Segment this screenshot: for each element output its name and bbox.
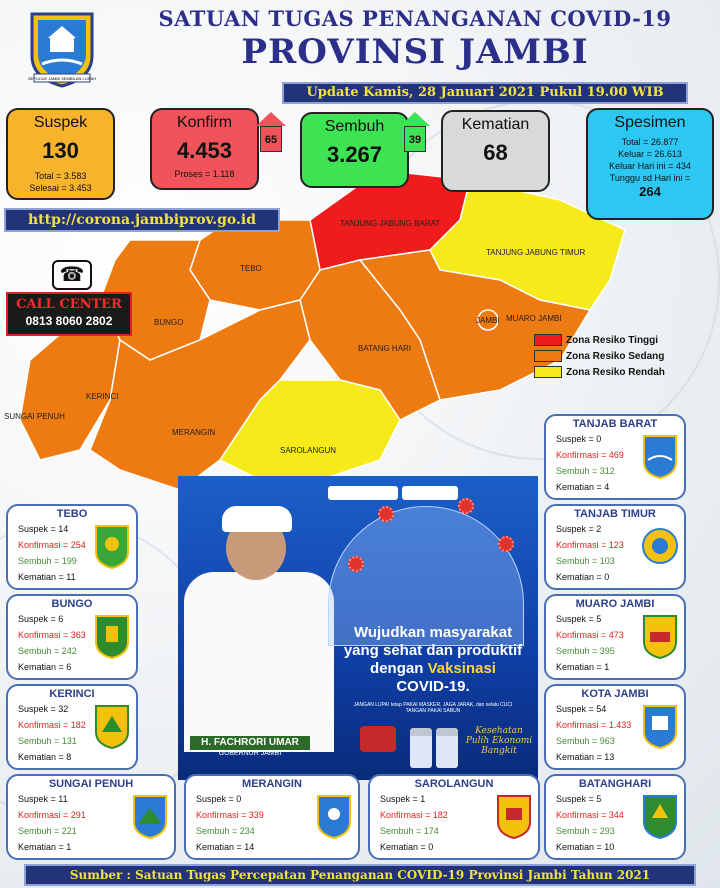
- region-kematian: Kematian = 6: [18, 662, 72, 672]
- legend-label: Zona Resiko Tinggi: [566, 334, 659, 346]
- banner-line: COVID-19.: [396, 678, 470, 695]
- source-footer: Sumber : Satuan Tugas Percepatan Penanganan COVID-19 Provinsi Jambi Tahun 2021: [24, 864, 696, 886]
- region-suspek: Suspek = 5: [556, 614, 602, 624]
- stat-label: Suspek: [33, 114, 88, 131]
- stat-label: Konfirm: [176, 114, 233, 131]
- region-sembuh: Sembuh = 234: [196, 826, 255, 836]
- region-sembuh: Sembuh = 963: [556, 736, 615, 746]
- region-konfirmasi: Konfirmasi = 1.433: [556, 720, 632, 730]
- map-label-tebo: TEBO: [240, 264, 262, 273]
- spesimen-tunggu-value: 264: [639, 184, 661, 199]
- map-label-sungaipenuh: SUNGAI PENUH: [4, 412, 65, 421]
- region-konfirmasi: Konfirmasi = 291: [18, 810, 86, 820]
- region-suspek: Suspek = 54: [556, 704, 607, 714]
- government-badge-icon: [360, 726, 396, 752]
- tebo-emblem-icon: [92, 524, 132, 570]
- map-legend: [534, 334, 665, 382]
- province-title: PROVINSI JAMBI: [241, 32, 589, 72]
- virus-icon: [348, 556, 364, 572]
- region-card-sungaipenuh: [6, 774, 176, 860]
- website-link[interactable]: http://corona.jambiprov.go.id: [4, 208, 280, 232]
- map-label-jambi: JAMBI: [476, 316, 500, 325]
- region-konfirmasi: Konfirmasi = 254: [18, 540, 86, 550]
- region-suspek: Suspek = 0: [196, 794, 242, 804]
- partner-logo-icon: [402, 486, 458, 500]
- map-label-tjt: TANJUNG JABUNG TIMUR: [486, 248, 586, 257]
- region-konfirmasi: Konfirmasi = 182: [18, 720, 86, 730]
- map-label-tjb: TANJUNG JABUNG BARAT: [340, 219, 441, 228]
- region-sembuh: Sembuh = 221: [18, 826, 77, 836]
- stat-total: Total = 3.583: [34, 171, 87, 181]
- page-title: SATUAN TUGAS PENANGANAN COVID-19: [158, 6, 672, 31]
- spesimen-total: Total = 26.877: [621, 137, 679, 147]
- region-suspek: Suspek = 6: [18, 614, 64, 624]
- stat-label: Sembuh: [324, 118, 385, 135]
- stat-selesai: Selesai = 3.453: [29, 183, 92, 193]
- region-konfirmasi: Konfirmasi = 469: [556, 450, 624, 460]
- legend-item: [534, 350, 665, 362]
- map-label-muarojambi: MUARO JAMBI: [506, 314, 562, 323]
- stat-value: 3.267: [326, 142, 383, 167]
- sembuh-delta: 39: [404, 126, 426, 152]
- region-card-merangin: [184, 774, 360, 860]
- spesimen-keluar-hari-ini: Keluar Hari ini = 434: [609, 161, 691, 171]
- banner-line: yang sehat dan produktif: [343, 642, 523, 659]
- stat-value: 68: [483, 140, 508, 165]
- map-label-merangin: MERANGIN: [172, 428, 216, 437]
- region-name: TANJAB TIMUR: [574, 508, 656, 520]
- region-kematian: Kematian = 10: [556, 842, 615, 852]
- kotajambi-emblem-icon: [640, 704, 680, 750]
- region-sembuh: Sembuh = 103: [556, 556, 615, 566]
- region-sembuh: Sembuh = 242: [18, 646, 77, 656]
- region-konfirmasi: Konfirmasi = 363: [18, 630, 86, 640]
- konfirm-box: [150, 108, 259, 190]
- region-name: SAROLANGUN: [414, 778, 494, 790]
- region-name: KOTA JAMBI: [581, 688, 649, 700]
- legend-label: Zona Resiko Sedang: [566, 350, 665, 362]
- spesimen-box: [586, 108, 714, 220]
- sembuh-increase-arrow-icon: [400, 112, 430, 152]
- region-card-batanghari: [544, 774, 686, 860]
- virus-icon: [378, 506, 394, 522]
- region-card-kerinci: [6, 684, 138, 770]
- vaccine-vial-icon: [410, 728, 432, 768]
- stat-value: 130: [42, 138, 79, 163]
- suspek-box: [6, 108, 115, 200]
- tanjabtimur-emblem-icon: [640, 524, 680, 570]
- region-name: SUNGAI PENUH: [48, 778, 134, 790]
- konfirm-increase-arrow-icon: [256, 112, 286, 152]
- konfirm-delta: 65: [260, 126, 282, 152]
- region-suspek: Suspek = 0: [556, 434, 602, 444]
- sungaipenuh-emblem-icon: [130, 794, 170, 840]
- region-name: TEBO: [56, 508, 88, 520]
- region-name: MUARO JAMBI: [575, 598, 655, 610]
- kerinci-emblem-icon: [92, 704, 132, 750]
- banner-line: [338, 660, 528, 678]
- map-label-kerinci: KERINCI: [86, 392, 119, 401]
- region-suspek: Suspek = 5: [556, 794, 602, 804]
- region-kematian: Kematian = 4: [556, 482, 610, 492]
- stat-label: Kematian: [461, 116, 530, 133]
- update-banner: Update Kamis, 28 Januari 2021 Pukul 19.00 WIB: [282, 82, 688, 104]
- bungo-emblem-icon: [92, 614, 132, 660]
- region-sembuh: Sembuh = 395: [556, 646, 615, 656]
- banner-fine-print: JANGAN LUPA! tetap PAKAI MASKER, JAGA JARAK, dan selalu CUCI TANGAN PAKAI SABUN: [353, 702, 513, 714]
- region-kematian: Kematian = 1: [18, 842, 72, 852]
- legend-label: Zona Resiko Rendah: [566, 366, 665, 378]
- arrow-head: [400, 112, 430, 126]
- spesimen-keluar: Keluar = 26.613: [618, 149, 682, 159]
- region-sembuh: Sembuh = 199: [18, 556, 77, 566]
- region-sembuh: Sembuh = 293: [556, 826, 615, 836]
- arrow-head: [256, 112, 286, 126]
- region-name: TANJAB BARAT: [572, 418, 658, 430]
- region-sembuh: Sembuh = 131: [18, 736, 77, 746]
- merangin-emblem-icon: [314, 794, 354, 840]
- call-center-box: [6, 292, 132, 336]
- partner-logo-icon: [328, 486, 398, 500]
- kematian-box: [441, 110, 550, 192]
- legend-swatch: [534, 350, 562, 362]
- muarojambi-emblem-icon: [640, 614, 680, 660]
- legend-swatch: [534, 366, 562, 378]
- region-sembuh: Sembuh = 312: [556, 466, 615, 476]
- region-suspek: Suspek = 2: [556, 524, 602, 534]
- region-card-kotajambi: [544, 684, 686, 770]
- region-konfirmasi: Konfirmasi = 473: [556, 630, 624, 640]
- banner-message: [338, 624, 528, 696]
- legend-item: [534, 366, 665, 378]
- region-suspek: Suspek = 32: [18, 704, 69, 714]
- banner-slogan: Kesehatan Pulih Ekonomi Bangkit: [465, 726, 533, 756]
- call-center-number[interactable]: 0813 8060 2802: [25, 314, 113, 328]
- batanghari-emblem-icon: [640, 794, 680, 840]
- region-kematian: Kematian = 8: [18, 752, 72, 762]
- region-konfirmasi: Konfirmasi = 339: [196, 810, 264, 820]
- region-card-tanjabbarat: [544, 414, 686, 500]
- stat-label: Spesimen: [614, 114, 686, 131]
- region-name: BATANGHARI: [578, 778, 652, 790]
- vaccine-vial-icon: [436, 728, 458, 768]
- region-kematian: Kematian = 0: [380, 842, 434, 852]
- region-kematian: Kematian = 14: [196, 842, 255, 852]
- virus-icon: [458, 498, 474, 514]
- virus-icon: [498, 536, 514, 552]
- region-card-tebo: [6, 504, 138, 590]
- region-card-sarolangun: [368, 774, 540, 860]
- region-kematian: Kematian = 1: [556, 662, 610, 672]
- map-label-sarolangun: SAROLANGUN: [280, 446, 337, 455]
- governor-cap: [222, 506, 292, 532]
- sarolangun-emblem-icon: [494, 794, 534, 840]
- region-kematian: Kematian = 13: [556, 752, 615, 762]
- region-suspek: Suspek = 14: [18, 524, 69, 534]
- legend-item: [534, 334, 665, 346]
- svg-text:SEPUCUK JAMBI SEMBILAN LURAH: SEPUCUK JAMBI SEMBILAN LURAH: [27, 76, 97, 81]
- region-konfirmasi: Konfirmasi = 123: [556, 540, 624, 550]
- region-name: MERANGIN: [242, 778, 302, 790]
- phone-icon: ☎: [52, 260, 92, 290]
- vaccination-banner: [178, 476, 538, 780]
- region-name: BUNGO: [51, 598, 93, 610]
- legend-swatch: [534, 334, 562, 346]
- map-label-bungo: BUNGO: [154, 318, 184, 327]
- call-center-label: CALL CENTER: [16, 297, 122, 312]
- region-suspek: Suspek = 1: [380, 794, 426, 804]
- banner-dengan: dengan: [370, 660, 424, 677]
- jambi-emblem-icon: [24, 8, 100, 88]
- region-card-muarojambi: [544, 594, 686, 680]
- region-suspek: Suspek = 11: [18, 794, 68, 804]
- region-kematian: Kematian = 11: [18, 572, 76, 582]
- banner-line: Wujudkan masyarakat: [353, 624, 513, 641]
- region-name: KERINCI: [49, 688, 95, 700]
- spesimen-tunggu: Tunggu sd Hari ini =: [609, 173, 691, 183]
- sembuh-box: [300, 112, 409, 188]
- governor-name: H. FACHRORI UMAR: [190, 736, 310, 750]
- region-sembuh: Sembuh = 174: [380, 826, 439, 836]
- governor-title: GUBERNUR JAMBI: [218, 750, 282, 757]
- region-konfirmasi: Konfirmasi = 182: [380, 810, 448, 820]
- region-konfirmasi: Konfirmasi = 344: [556, 810, 624, 820]
- stat-value: 4.453: [176, 138, 233, 163]
- tanjabbarat-emblem-icon: [640, 434, 680, 480]
- banner-vaksinasi: Vaksinasi: [427, 660, 496, 677]
- region-card-bungo: [6, 594, 138, 680]
- map-label-batanghari: BATANG HARI: [358, 344, 412, 353]
- stat-proses: Proses = 1.118: [174, 169, 235, 179]
- region-card-tanjabtimur: [544, 504, 686, 590]
- governor-figure: [184, 572, 334, 752]
- region-kematian: Kematian = 0: [556, 572, 610, 582]
